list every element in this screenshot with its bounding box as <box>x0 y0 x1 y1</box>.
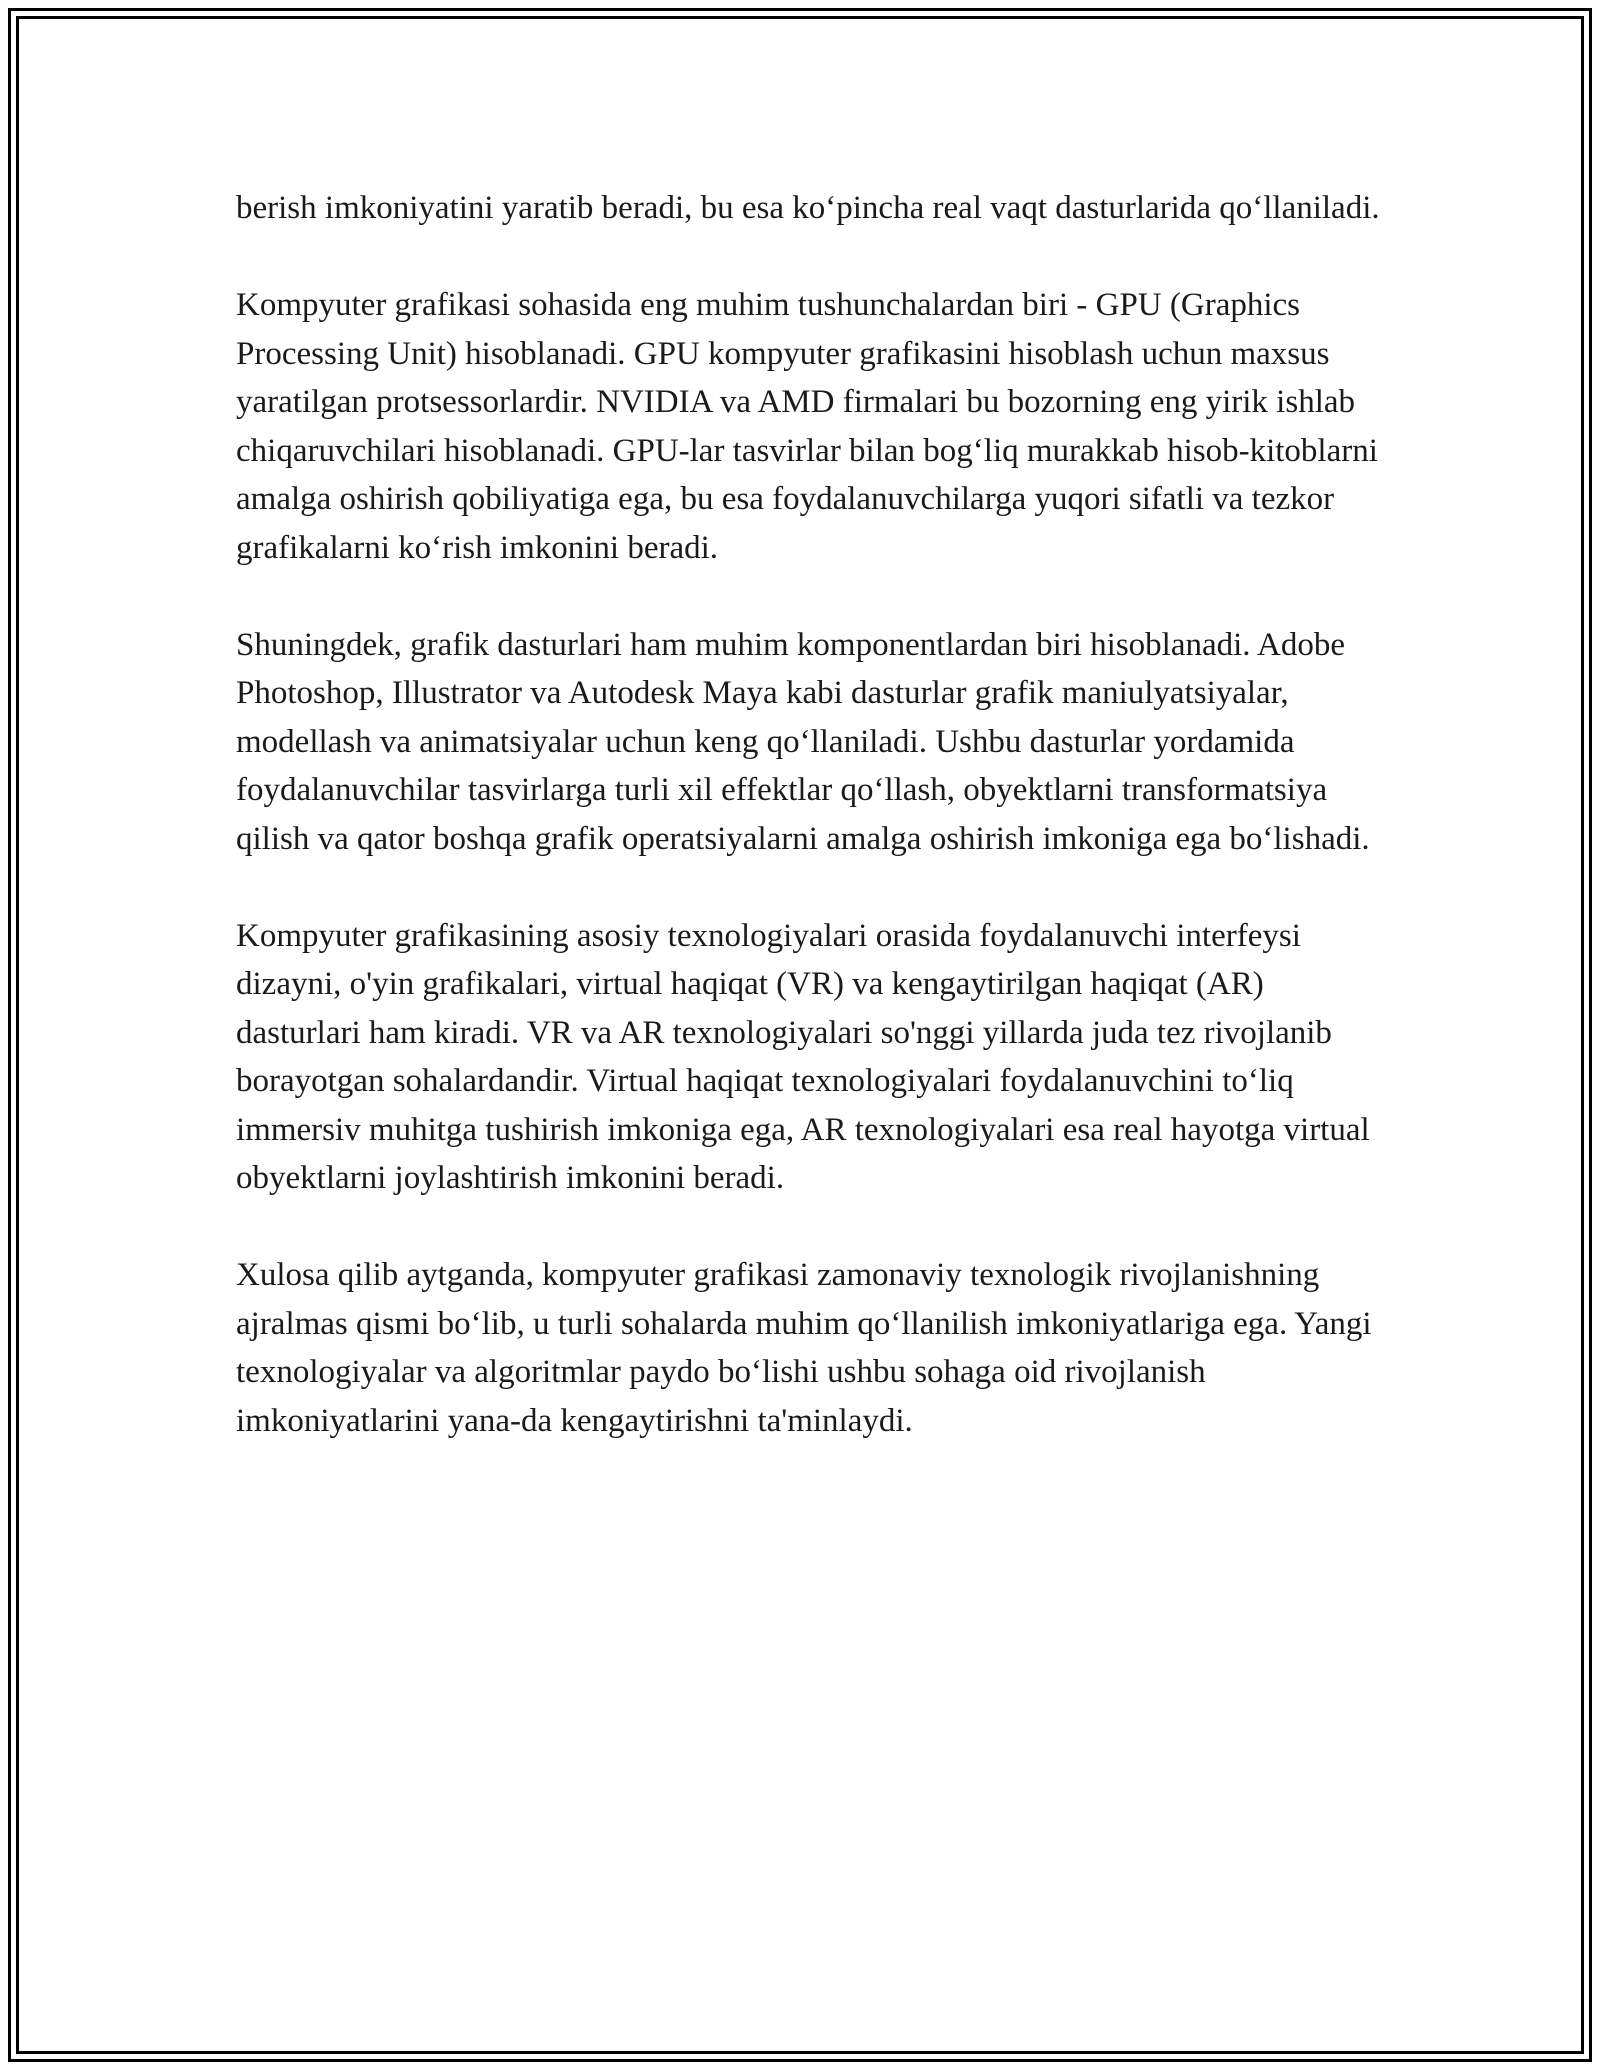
paragraph-gpu: Kompyuter grafikasi sohasida eng muhim tushunchalardan biri - GPU (Graphics Processing Unit) hisoblanadi. GPU kompyuter grafikasini hisoblash uchun maxsus yaratilgan protsessorlardir. NVIDIA va AMD firmalari bu bozorning eng yirik ishlab chiqaruvchilari hisoblanadi. GPU-lar tasvirlar bilan bog‘liq murakkab hisob-kitoblarni amalga oshirish qobiliyatiga ega, bu esa foydalanuvchilarga yuqori sifatli va tezkor grafikalarni ko‘rish imkonini beradi. <box>236 287 1378 566</box>
paragraph-graphics-software: Shuningdek, grafik dasturlari ham muhim komponentlardan biri hisoblanadi. Adobe Photoshop, Illustrator va Autodesk Maya kabi dasturlar grafik maniulyatsiyalar, modellash va animatsiyalar uchun keng qo‘llaniladi. Ushbu dasturlar yordamida foydalanuvchilar tasvirlarga turli xil effektlar qo‘llash, obyektlarni transformatsiya qilish va qator boshqa grafik operatsiyalarni amalga oshirish imkoniga ega bo‘lishadi. <box>236 626 1370 857</box>
paragraph-conclusion: Xulosa qilib aytganda, kompyuter grafikasi zamonaviy texnologik rivojlanishning ajralmas qismi bo‘lib, u turli sohalarda muhim qo‘llanilish imkoniyatlariga ega. Yangi texnologiyalar va algoritmlar paydo bo‘lishi ushbu sohaga oid rivojlanish imkoniyatlarini yana-da kengaytirishni ta'minlaydi. <box>236 1257 1372 1439</box>
paragraph-continuation: berish imkoniyatini yaratib beradi, bu esa ko‘pincha real vaqt dasturlarida qo‘llaniladi. <box>236 190 1380 226</box>
paragraph-vr-ar: Kompyuter grafikasining asosiy texnologiyalari orasida foydalanuvchi interfeysi dizayni, o'yin grafikalari, virtual haqiqat (VR) va kengaytirilgan haqiqat (AR) dasturlari ham kiradi. VR va AR texnologiyalari so'nggi yillarda juda tez rivojlanib borayotgan sohalardandir. Virtual haqiqat texnologiyalari foydalanuvchini to‘liq immersiv muhitga tushirish imkoniga ega, AR texnologiyalari esa real hayotga virtual obyektlarni joylashtirish imkonini beradi. <box>236 917 1370 1196</box>
document-body <box>236 184 1386 1494</box>
